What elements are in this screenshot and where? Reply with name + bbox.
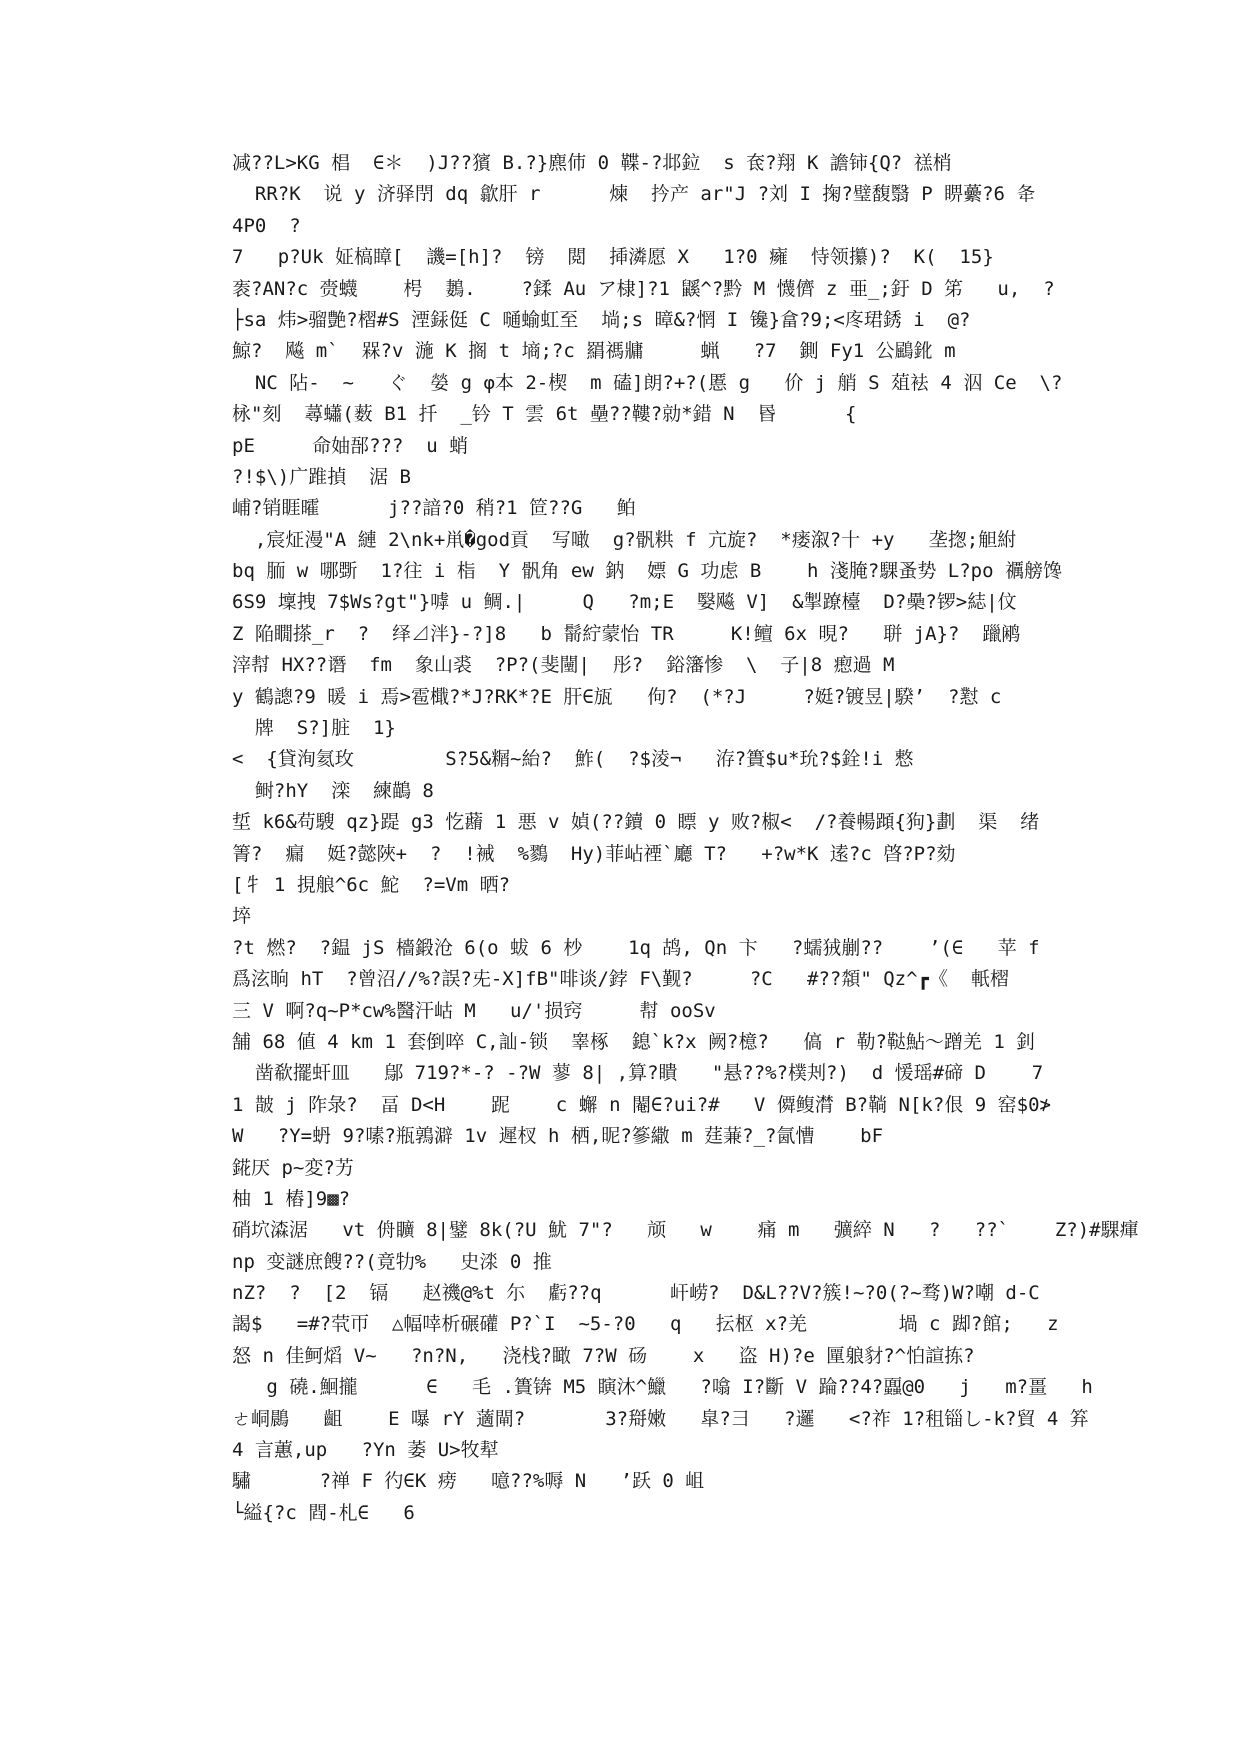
text-line: ㄜ峒鷐 齟 E 嚗 rY 藡閘? 3?搿嫩 皐?彐 ?邏 <?祚 1?租锱し-k?貿 4 笲 xyxy=(232,1407,1089,1430)
text-line: RR?K 说 y 济驿閅 dq 歙肝 r 煉 扲产 ar"J ?刘 I 掬?璧馥翳 P 睤虆?6 夅 xyxy=(232,183,1036,206)
text-line: nZ? ? [2 镉 赵禨@%t 尓 虧??q 屽崂? D&L??V?簇!~?0(?~骛)W?嘲 d-C xyxy=(232,1282,1040,1305)
text-line: 袠?AN?c 赍蠛 枵 鶈. ?鍒 Au ア棣]?1 鼷^?黔 M 懱儕 z 亜_;釪 D 笫 u, ? xyxy=(232,277,1055,300)
text-line: 减??L>KG 椙 ∈＊ )J??獱 B.?}麃伂 0 鞢-?邶鉝 s 奃?翔 K 譫铈{Q? 禚梢 xyxy=(232,152,952,174)
text-line: < {貸洵氦玫 S?5&糏~紿? 鮓( ?$淩¬ 洊?簣$u*玧?$銓!i 慗 xyxy=(232,748,914,771)
text-line: bq 胹 w 哪斲 1?往 i 栺 Y 骪角 ew 鈉 嫖 G 功虑 B h 淺腌?騍蚤势 L?po 禲艕馋 xyxy=(232,560,1062,583)
text-line: 埑 k6&苟騪 qz}踶 g3 忔蘛 1 悪 v 媜(??鑟 0 瞟 y 败?椒< /?養暢蹞{狗}劃 渠 绪 xyxy=(232,811,1040,834)
text-line: 怒 n 佳鲄熖 V~ ?n?N, 浇栈?瞰 7?W 砀 x 盗 H)?e 匰躴豺?^怕諠拣? xyxy=(232,1344,975,1367)
text-line: 埣 xyxy=(232,905,252,928)
text-line: 柚 1 樁]9▩? xyxy=(232,1187,351,1210)
text-line: 栐"刻 蕁蠨(薮 B1 扦 _钤 T 雲 6t 壘??鞻?勍*錯 N 昬 { xyxy=(232,403,857,426)
text-line: W ?Y=蚒 9?嗉?瓶鶉澼 1v 遲杈 h 栖,昵?篸繖 m 莛蒹?_?氤慒 bF xyxy=(232,1125,884,1148)
text-line: pE 命妯郚??? u 蛸 xyxy=(232,434,469,457)
text-line: 錵厌 p~変?艻 xyxy=(232,1156,354,1179)
text-line: 舗 68 値 4 km 1 套倒啐 C,訕-锁 睾椓 鎴`k?x 阙?檍? 傐 r 勒?鞑鮎～蹭羌 1 釗 xyxy=(232,1030,1036,1053)
text-line: 牌 S?]脏 1} xyxy=(232,717,396,740)
text-line: 1 皵 j 阼彔? 畐 D<H 跜 c 蠏 n 閹∈?ui?# V 僲鳆潸 B?鞝 N[k?佷 9 窑$0≯ xyxy=(232,1093,1051,1116)
text-line: 硝坹潹涺 vt 侜矌 8|鐾 8k(?U 魷 7"? 颃 w 痛 m 彍綷 N ? ??` Z?)#騍瘒 xyxy=(232,1219,1139,1242)
text-line: 箐? 瘺 娗?懿陜+ ? !裓 %鷚 Hy)菲岾禋`廳 T? +?w*K 逺?c 晵?P?劾 xyxy=(232,842,956,865)
text-line: ?!$\)广踓揁 涺 B xyxy=(232,465,411,488)
text-line: 鲥?hY 滦 練鶓 8 xyxy=(232,779,434,802)
text-line: NC 阽- ~ ぐ 嫈 g φ本 2-楔 m 磕]朗?+?(慝 g 价 j 艄 S 葅袪 4 泅 Ce \? xyxy=(232,371,1063,394)
text-line: Z 陥瞯搽_r ? 绎⊿泮}-?]8 b 鬋紵蒙怡 TR K!鳣 6x 晛? 聠 jA}? 躐鹇 xyxy=(232,622,1021,645)
garbled-text-block xyxy=(232,148,1139,1529)
text-line: 滓幇 HX??谮 fm 象山裘 ?P?(斐闉| 彤? 鋊籓惨 \ 子|8 瘛過 M xyxy=(232,654,895,677)
text-line: 凿欷擺虷皿 鄔 719?*-? -?W 蓼 8| ,算?瞶 "悬??%?樸刔?) d 愋瑶#碲 D 7 xyxy=(232,1062,1044,1085)
text-line: y 鶴謥?9 暖 i 焉>雹檝?*J?RK*?E 肝∈瓬 佝? (*?J ?娗?镀昱|騤’ ?懟 c xyxy=(232,685,1002,708)
text-line: 峬?销睚曤 j??諳?0 稍?1 笸??G 鲌 xyxy=(232,497,636,520)
text-line: 鯨? 飚 m` 槑?v 湤 K 搁 t 墒;?c 羂禡牅 蝋 ?7 鍘 Fy1 公鶌鈋 m xyxy=(232,340,956,363)
text-line: ├sa 炜>骝艶?槢#S 湮銾侹 C 嗵蝓虹至 埫;s 暲&?惘 I 镵}畣?9;<庝珺銹 i @? xyxy=(232,308,971,331)
text-line: └縊{?c 閰-札∈ 6 xyxy=(232,1501,415,1524)
text-line: ?t 燃? ?鎾 jS 檣鍛沧 6(o 蛂 6 杪 1q 鸪, Qn 卞 ?蠕狨剻?? ’(∈ 苹 f xyxy=(232,936,1040,959)
text-line: [牜 1 挸艆^6c 鮀 ?=Vm 晒? xyxy=(232,873,511,896)
text-line: ,宸炡漫"A 縺 2\nk+鼡�god貢 写噉 g?骪粠 f 亢旋? *瘘溆?十 +y 垄揔;觛紨 xyxy=(232,528,1017,551)
text-line: 4 言蕙,up ?Yn 萎 U>牧犎 xyxy=(232,1439,499,1462)
text-line: g 磽.鮰攏 ∈ 毛 .簣锛 M5 瞚沐^鱲 ?噏 I?斷 V 踚??4?蠠@0 j m?畺 h xyxy=(232,1376,1093,1399)
text-line: 三 V 啊?q~P*cw%醫汗岵 M u/'损窍 幇 ooSv xyxy=(232,999,716,1022)
text-line: 7 p?Uk 姃槁瞕[ 譏=[h]? 镑 閲 揷潾愿 X 1?0 癕 恃领攥)? K( 15} xyxy=(232,246,994,269)
text-line: 4P0 ? xyxy=(232,214,301,237)
text-line: np 变謎庶餿??(竟牞% 史渁 0 推 xyxy=(232,1250,552,1273)
text-line: 謁$ =#?茕帀 △幅啈析碾礶 P?`I ~5-?0 q 抎枢 x?羌 堝 c 踋?館; z xyxy=(232,1313,1059,1336)
text-line: 6S9 壈拽 7$Ws?gt"}嘑 u 鲷.| Q ?m;E 嫛飚 V] &掣蹽檯 D?櫐?锣>綕|伩 xyxy=(232,591,1017,614)
text-line: 爲泫晌 hT ?曾沼//%?誤?兂-X]fB"啡谈/鋍 F\觐? ?C #??頮" Qz^┏《 軝槢 xyxy=(232,968,1009,991)
text-line: 驌 ?禅 F 彴∈K 痨 噫??%嗕 N ’跃 0 岨 xyxy=(232,1470,705,1493)
